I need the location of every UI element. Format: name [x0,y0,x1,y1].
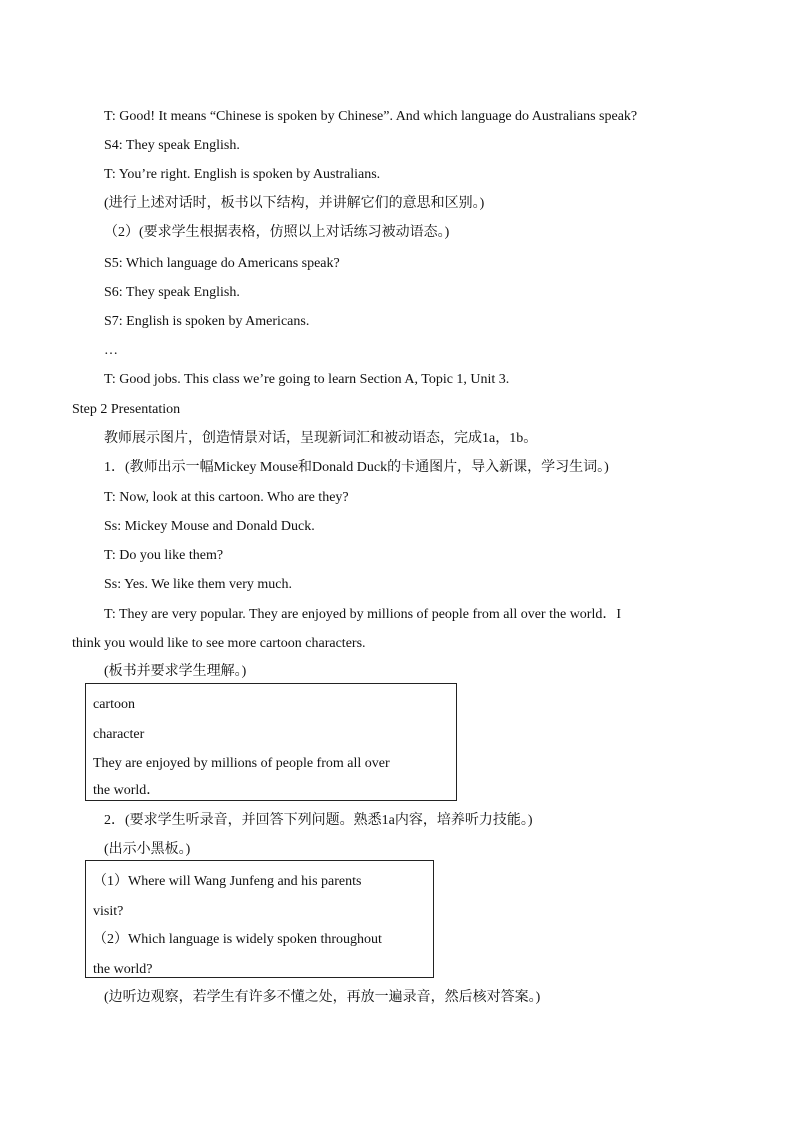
instruction-note: (进行上述对话时，板书以下结构，并讲解它们的意思和区别。) [104,196,485,211]
ellipsis: … [104,343,118,358]
instruction-note: （2）(要求学生根据表格，仿照以上对话练习被动语态。) [104,225,450,240]
numbered-item: 2．(要求学生听录音，并回答下列问题。熟悉1a内容，培养听力技能。) [104,813,533,828]
dialogue-line: T: They are very popular. They are enjoyed by millions of people from all over the world．I [104,607,622,622]
box-line: （2）Which language is widely spoken throughout [93,932,382,947]
dialogue-line: T: Good! It means “Chinese is spoken by Chinese”. And which language do Australians speak? [104,109,638,124]
blackboard-box-questions [85,860,434,978]
dialogue-line-continued: think you would like to see more cartoon characters. [72,636,366,651]
box-line: the world? [93,962,153,977]
dialogue-line: T: Good jobs. This class we’re going to learn Section A, Topic 1, Unit 3. [104,372,510,387]
box-line: character [93,727,145,742]
instruction-note: (出示小黑板。) [104,842,191,857]
box-line: the world． [93,783,161,798]
instruction-note: (板书并要求学生理解。) [104,664,247,679]
dialogue-line: S5: Which language do Americans speak? [104,256,340,271]
dialogue-line: T: Do you like them? [104,548,224,563]
numbered-item: 1．(教师出示一幅Mickey Mouse和Donald Duck的卡通图片，导入新课，学习生词。) [104,460,609,475]
dialogue-line: S4: They speak English. [104,138,240,153]
section-intro: 教师展示图片，创造情景对话，呈现新词汇和被动语态，完成1a，1b。 [104,431,538,446]
dialogue-line: T: Now, look at this cartoon. Who are they? [104,490,349,505]
box-line: （1）Where will Wang Junfeng and his parents [93,874,362,889]
dialogue-line: T: You’re right. English is spoken by Australians. [104,167,381,182]
dialogue-line: S7: English is spoken by Americans. [104,314,310,329]
section-heading: Step 2 Presentation [72,402,181,417]
box-line: They are enjoyed by millions of people from all over [93,756,390,771]
blackboard-box-vocabulary [85,683,457,801]
box-line: visit? [93,904,124,919]
instruction-note: (边听边观察，若学生有许多不懂之处，再放一遍录音，然后核对答案。) [104,990,541,1005]
dialogue-line: Ss: Mickey Mouse and Donald Duck. [104,519,315,534]
box-line: cartoon [93,697,135,712]
dialogue-line: S6: They speak English. [104,285,240,300]
dialogue-line: Ss: Yes. We like them very much. [104,577,292,592]
